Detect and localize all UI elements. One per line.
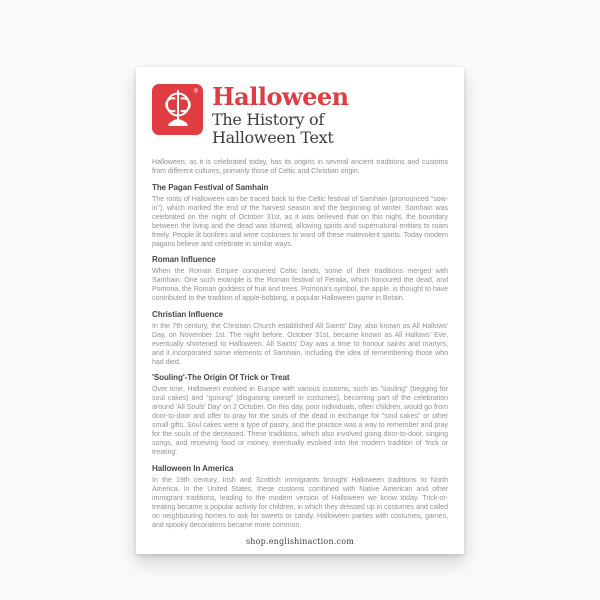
document-body <box>152 158 448 546</box>
registered-trademark-icon: ® <box>193 89 198 95</box>
page-subtitle-line2: Halloween Text <box>212 128 334 148</box>
document-header <box>152 84 448 147</box>
section-halloween-in-america <box>152 457 448 530</box>
section-body: The roots of Halloween can be traced back to the Celtic festival of Samhain (pronounced "sow-in"), which marked the end of the harvest season and the beginning of winter. Samhain was celebrated on the night of October 31st, as it was believed that on this night, the boundary between the living and the dead was blurred, allowing spirits and supernatural entities to roam freely. People lit bonfires and wore costumes to ward off these malevolent spirits. Today modern pagans believe and celebrate in similar ways. <box>152 194 448 248</box>
worksheet-page <box>136 67 464 554</box>
section-pagan-festival <box>152 176 448 249</box>
brand-logo <box>152 84 203 135</box>
section-body: In the 7th century, the Christian Church established All Saints' Day, also known as All Hallows' Day, on November 1st. The night before, October 31st, became known as All Hallows' Eve, eventually shortened to Halloween. All Saints' Day was a time to honour saints and martyrs, and it incorporated some elements of Samhain, including the idea of remembering those who had died. <box>152 321 448 366</box>
section-body: When the Roman Empire conquered Celtic lands, some of their traditions merged with Samhain. One such example is the Roman festival of Feralia, which honoured the dead, and Pomona, the Roman goddess of fruit and trees. Pomona's symbol, the apple, is thought to have contributed to the tradition of apple-bobbing, a popular Halloween game in Britain. <box>152 267 448 303</box>
section-heading: Halloween In America <box>152 463 234 473</box>
section-heading: Roman Influence <box>152 255 216 265</box>
section-christian-influence <box>152 303 448 367</box>
intro-paragraph: Halloween, as it is celebrated today, has its origins in several ancient traditions and customs from different cultures, primarily those of Celtic and Christian origin. <box>152 158 448 176</box>
section-body: In the 19th century, Irish and Scottish immigrants brought Halloween traditions to North America. In the United States, these customs combined with Native American and other immigrant traditions, leading to the modern version of Halloween we know today. Trick-or-treating became a popular activity for children, in which they dressed up in costumes and called on neighbouring homes to ask for sweets or candy. Halloween parties with costumes, games, and spooky decorations became more common. <box>152 475 448 529</box>
page-title: Halloween <box>212 82 349 111</box>
brand-text <box>212 84 349 147</box>
section-roman-influence <box>152 249 448 304</box>
section-heading: Christian Influence <box>152 309 224 319</box>
section-heading: 'Souling'-The Origin Of Trick or Treat <box>152 373 290 383</box>
section-body: Over time, Halloween evolved in Europe with various customs, such as "souling" (begging for soul cakes) and "guising" (disguising oneself in costumes), becoming part of the celebration around 'All Souls' Day' on 2 October. On this day, poor individuals, often children, would go from door-to-door and offer to pray for the souls of the dead in exchange for "soul cakes" or other small gifts. Soul cakes were a type of pastry, and the practice was a way to remember and pray for the souls of the deceased. These traditions, which also involved going door-to-door, singing songs, and receiving food or money, eventually evolved into the modern tradition of 'trick or treating'. <box>152 385 448 457</box>
section-souling <box>152 367 448 458</box>
section-heading: The Pagan Festival of Samhain <box>152 182 269 192</box>
footer-url: shop.englishinaction.com <box>245 536 355 546</box>
page-subtitle-line1: The History of <box>212 110 325 129</box>
